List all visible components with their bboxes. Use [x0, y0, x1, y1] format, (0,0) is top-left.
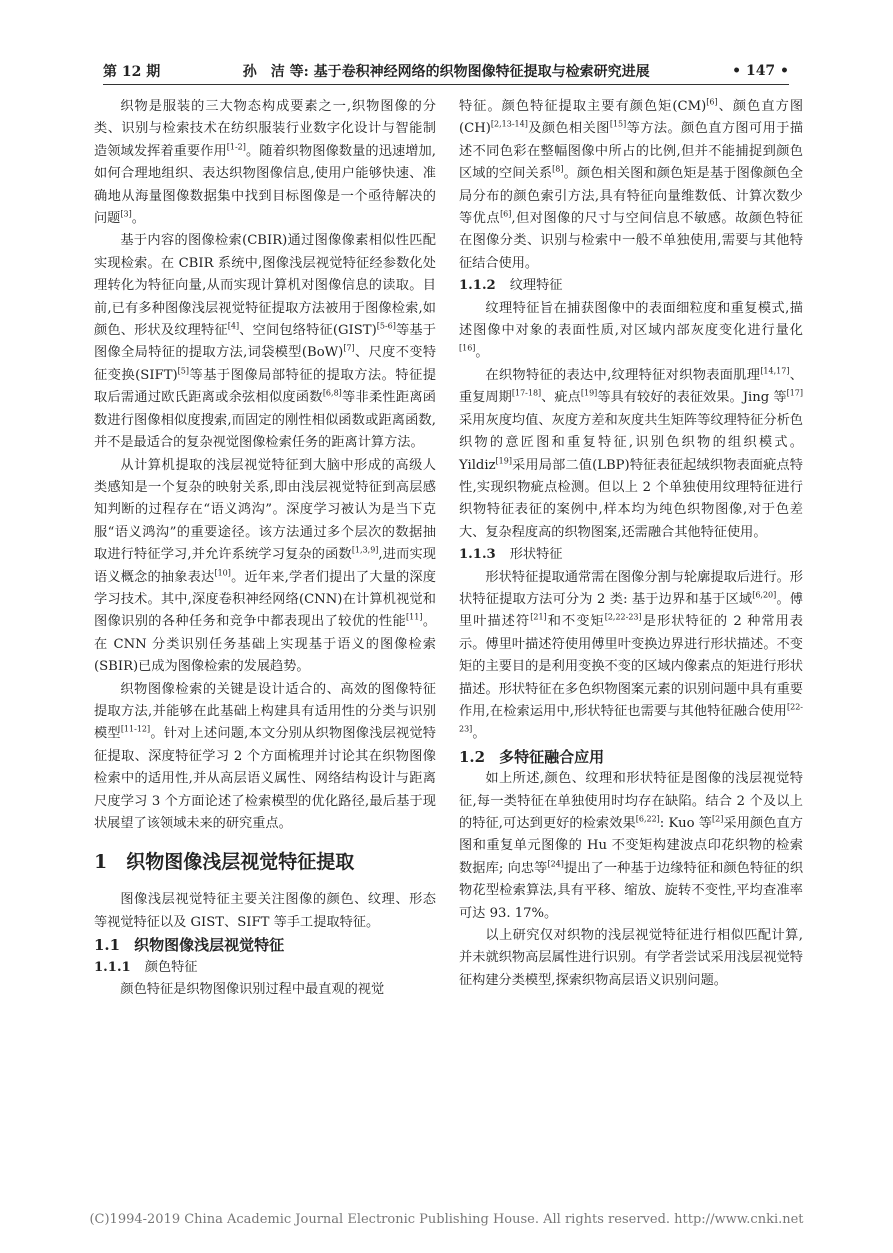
citation-ref: [11-12]	[120, 724, 151, 734]
left-column	[94, 96, 436, 1001]
paragraph: 从计算机提取的浅层视觉特征到大脑中形成的高级人类感知是一个复杂的映射关系,即由浅层视觉特征到高层感知判断的过程存在“语义鸿沟”。深度学习被认为是当下克服“语义鸿沟”的重要途径。该方法通过多个层次的数据抽取进行特征学习,并允许系统学习复杂的函数[1,3,9],进而实现语义概念的抽象表达[10]。近年来,学者们提出了大量的深度学习技术。其中,深度卷积神经网络(CNN)在计算机视觉和图像识别的各种任务和竞争中都表现出了较优的性能[11]。在 CNN 分类识别任务基础上实现基于语义的图像检索(SBIR)已成为图像检索的发展趋势。	[94, 457, 437, 675]
citation-ref: [4]	[227, 321, 240, 331]
citation-ref: [17-18]	[511, 388, 542, 398]
citation-ref: [16]	[459, 344, 476, 354]
copyright-footer: (C)1994-2019 China Academic Journal Electronic Publishing House. All rights reserved. http://www.cnki.net	[89, 1212, 804, 1227]
citation-ref: [3]	[120, 209, 132, 219]
subsection-heading: 1.2 多特征融合应用	[459, 747, 605, 766]
issue-number: 第 12 期	[103, 64, 161, 80]
citation-ref: [17]	[786, 388, 804, 398]
paragraph: 织物是服装的三大物态构成要素之一,织物图像的分类、识别与检索技术在纺织服装行业数字化设计与智能制造领域发挥着重要作用[1-2]。随着织物图像数量的迅速增加,如何合理地组织、表达织物图像信息,使用户能够快速、准确地从海量图像数据集中找到目标图像是一个亟待解决的问题[3]。	[94, 99, 436, 227]
citation-ref: [6,20]	[752, 590, 777, 600]
citation-ref: [6]	[500, 209, 512, 219]
citation-ref: [1,3,9]	[351, 545, 379, 555]
subsubsection-heading: 1.1.1 颜色特征	[94, 959, 198, 975]
paragraph: 在织物特征的表达中,纹理特征对织物表面肌理[14,17]、重复周期[17-18]、疵点[19]等具有较好的表征效果。Jing 等[17]采用灰度均值、灰度方差和灰度共生矩阵等纹理特征分析色织物的意匠图和重复特征,识别色织物的组织模式。Yildiz[19]采用局部二值(LBP)特征表征起绒织物表面疵点特性,实现织物疵点检测。但以上 2 个单独使用纹理特征进行织物特征表征的案例中,样本均为纯色织物图像,对于色差大、复杂程度高的织物图案,还需融合其他特征使用。	[459, 366, 804, 540]
citation-ref: [6]	[706, 97, 718, 107]
citation-ref: [22-23]	[459, 702, 803, 734]
citation-ref: [8]	[552, 164, 564, 174]
subsubsection-heading: 1.1.2 纹理特征	[459, 278, 563, 294]
paragraph: 特征。颜色特征提取主要有颜色矩(CM)[6]、颜色直方图(CH)[2,13-14]及颜色相关图[15]等方法。颜色直方图可用于描述不同色彩在整幅图像中所占的比例,但并不能捕捉到颜色区域的空间关系[8]。颜色相关图和颜色矩是基于图像颜色全局分布的颜色索引方法,具有特征向量维数低、计算次数少等优点[6],但对图像的尺寸与空间信息不敏感。故颜色特征在图像分类、识别与检索中一般不单独使用,需要与其他特征结合使用。	[459, 97, 804, 271]
citation-ref: [7]	[343, 344, 355, 354]
citation-ref: [1-2]	[226, 142, 246, 152]
citation-ref: [2,22-23]	[604, 612, 642, 622]
citation-ref: [2,13-14]	[490, 120, 528, 130]
citation-ref: [10]	[214, 568, 231, 578]
citation-ref: [19]	[495, 456, 512, 466]
paragraph: 如上所述,颜色、纹理和形状特征是图像的浅层视觉特征,每一类特征在单独使用时均存在缺陷。结合 2 个及以上的特征,可达到更好的检索效果[6,22]: Kuo 等[2]采用颜色直方图和重复单元图像的 Hu 不变矩构建波点印花织物的检索数据库; 向忠等[24]提出了一种基于边缘特征和颜色特征的织物花型检索算法,具有平移、缩放、旋转不变性,平均查准率可达 93. 17%。	[459, 771, 804, 921]
paragraph: 基于内容的图像检索(CBIR)通过图像像素相似性匹配实现检索。在 CBIR 系统中,图像浅层视觉特征经参数化处理转化为特征向量,从而实现计算机对图像信息的读取。目前,已有多种图像浅层视觉特征提取方法被用于图像检索,如颜色、形状及纹理特征[4]、空间包络特征(GIST)[5-6]等基于图像全局特征的提取方法,词袋模型(BoW)[7]、尺度不变特征变换(SIFT)[5]等基于图像局部特征的提取方法。特征提取后需通过欧氏距离或余弦相似度函数[6,8]等非柔性距离函数进行图像相似度搜索,而固定的刚性相似函数或距离函数,并不是最适合的复杂视觉图像检索任务的距离计算方法。	[94, 233, 437, 451]
citation-ref: [5-6]	[376, 321, 396, 331]
citation-ref: [5]	[177, 366, 189, 376]
citation-ref: [11]	[406, 612, 423, 622]
paragraph: 以上研究仅对织物的浅层视觉特征进行相似匹配计算,并未就织物高层属性进行识别。有学者尝试采用浅层视觉特征构建分类模型,探索织物高层语义识别问题。	[459, 928, 803, 988]
paragraph: 纹理特征旨在捕获图像中的表面细粒度和重复模式,描述图像中对象的表面性质,对区域内部灰度变化进行量化[16]。	[459, 300, 803, 361]
citation-ref: [24]	[547, 859, 564, 869]
citation-ref: [19]	[580, 388, 598, 398]
running-header	[103, 58, 789, 85]
citation-ref: [21]	[530, 612, 547, 622]
citation-ref: [6,8]	[322, 388, 342, 398]
paragraph: 颜色特征是织物图像识别过程中最直观的视觉	[120, 982, 385, 998]
citation-ref: [2]	[712, 814, 724, 824]
paragraph: 图像浅层视觉特征主要关注图像的颜色、纹理、形态等视觉特征以及 GIST、SIFT 等手工提取特征。	[94, 892, 436, 930]
citation-ref: [14,17]	[760, 366, 790, 376]
paragraph: 形状特征提取通常需在图像分割与轮廓提取后进行。形状特征提取方法可分为 2 类: 基于边界和基于区域[6,20]。傅里叶描述符[21]和不变矩[2,22-23]是形状特征的 2 种常用表示。傅里叶描述符使用傅里叶变换边界进行形状描述。不变矩的主要目的是利用变换不变的区域内像素点的矩进行形状描述。形状特征在多色织物图案元素的识别问题中具有重要作用,在检索运用中,形状特征也需要与其他特征融合使用[22-23]。	[459, 569, 803, 742]
right-column	[459, 96, 803, 992]
subsubsection-heading: 1.1.3 形状特征	[459, 547, 563, 563]
citation-ref: [15]	[609, 120, 627, 130]
citation-ref: [6,22]	[635, 814, 660, 824]
subsection-heading: 1.1 织物图像浅层视觉特征	[94, 936, 285, 955]
section-heading: 1 织物图像浅层视觉特征提取	[94, 851, 355, 874]
running-title: 孙 洁 等: 基于卷积神经网络的织物图像特征提取与检索研究进展	[242, 64, 650, 80]
page-number: • 147 •	[732, 63, 789, 79]
paragraph: 织物图像检索的关键是设计适合的、高效的图像特征提取方法,并能够在此基础上构建具有适用性的分类与识别模型[11-12]。针对上述问题,本文分别从织物图像浅层视觉特征提取、深度特征学习 2 个方面梳理并讨论其在织物图像检索中的适用性,并从高层语义属性、网络结构设计与距离尺度学习 3 个方面论述了检索模型的优化路径,最后基于现状展望了该领域未来的研究重点。	[94, 681, 436, 831]
